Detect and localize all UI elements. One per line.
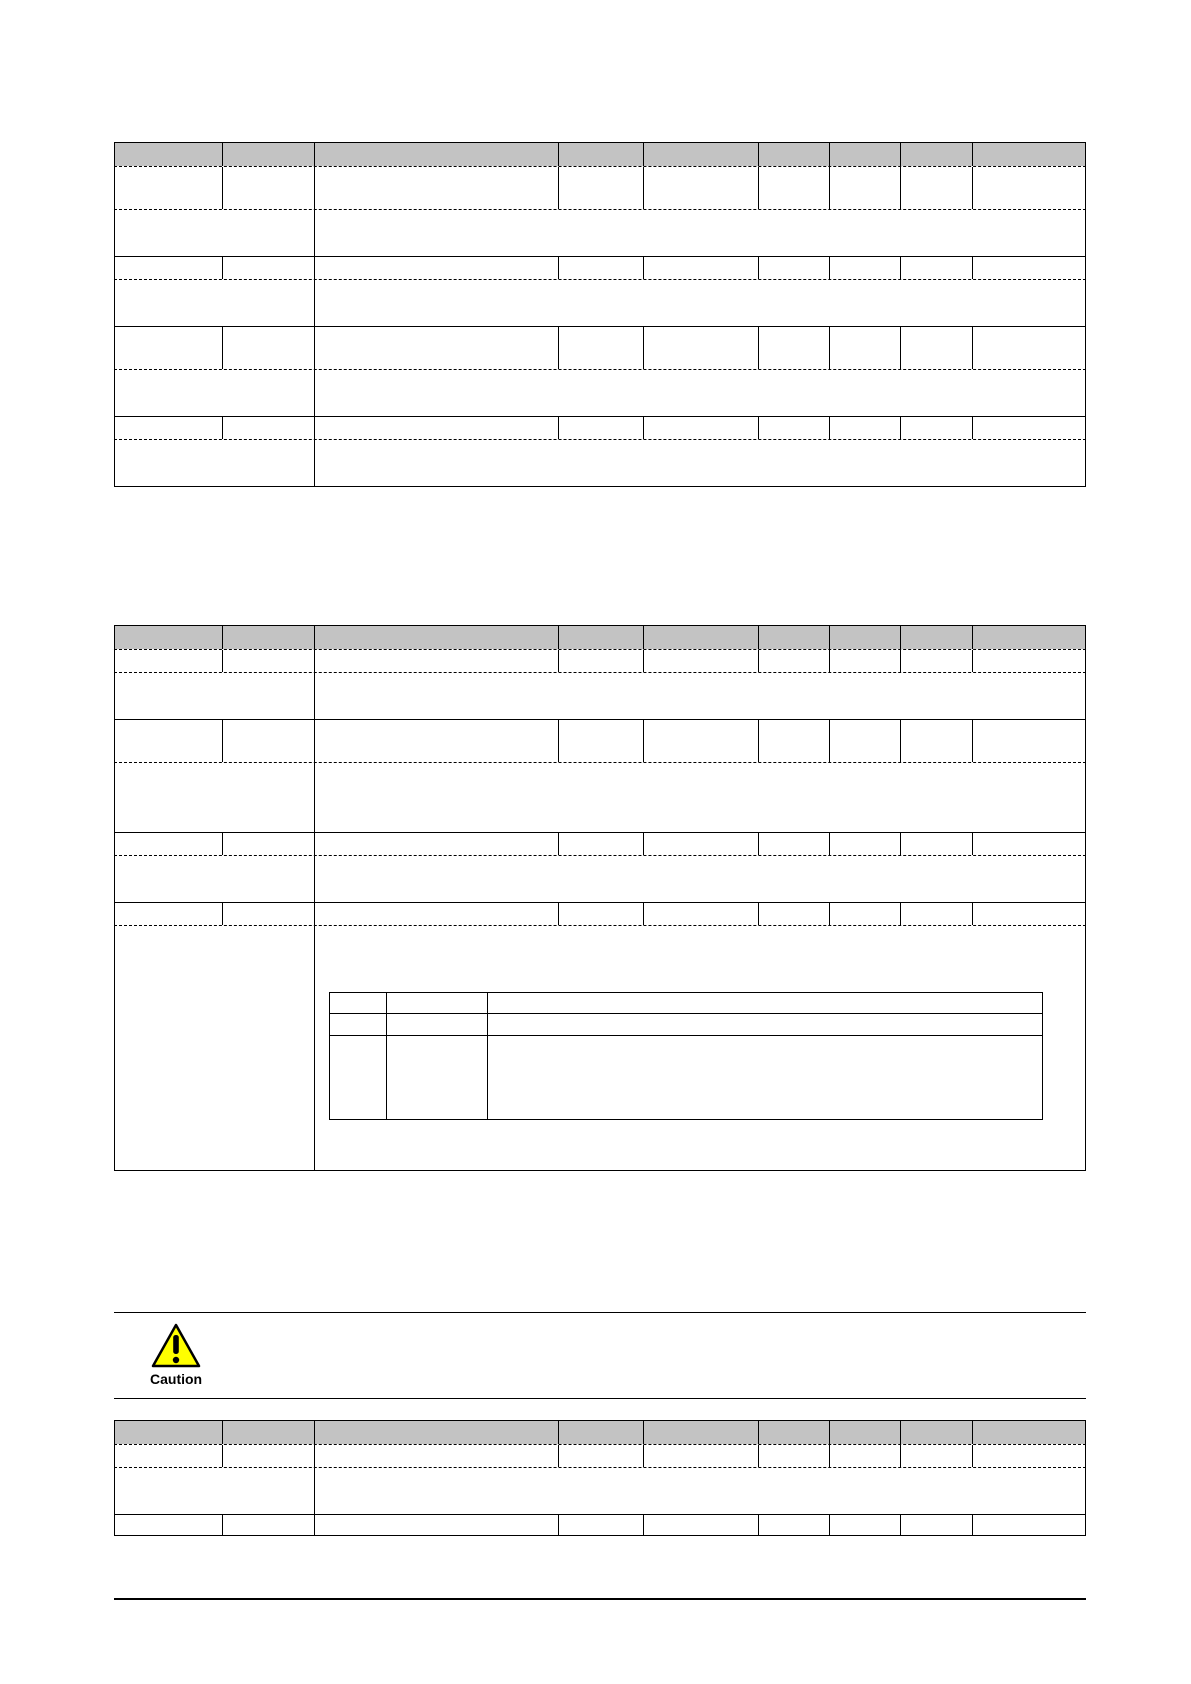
warning-triangle-icon	[150, 1322, 202, 1370]
parameter-table-3	[114, 1420, 1086, 1536]
description-row-with-subtable	[114, 925, 1086, 1171]
parameter-row	[114, 326, 1086, 369]
parameter-table-2	[114, 625, 1086, 1171]
parameter-row	[114, 832, 1086, 855]
description-row	[114, 672, 1086, 719]
parameter-row	[114, 649, 1086, 672]
parameter-row	[114, 1514, 1086, 1536]
parameter-table-1	[114, 142, 1086, 487]
parameter-row	[114, 902, 1086, 925]
value-subtable	[329, 992, 1043, 1120]
subtable-row	[330, 1013, 1042, 1014]
description-row	[114, 439, 1086, 487]
description-row	[114, 279, 1086, 326]
description-row	[114, 209, 1086, 256]
table-header-row	[114, 625, 1086, 649]
caution-box	[114, 1312, 1086, 1399]
description-row	[114, 762, 1086, 832]
description-row	[114, 855, 1086, 902]
description-row	[114, 369, 1086, 416]
parameter-row	[114, 256, 1086, 279]
parameter-row	[114, 416, 1086, 439]
table-header-row	[114, 1420, 1086, 1444]
caution-label: Caution	[150, 1371, 203, 1387]
subtable-row	[330, 1035, 1042, 1036]
description-row	[114, 1467, 1086, 1514]
parameter-row	[114, 1444, 1086, 1467]
parameter-row	[114, 719, 1086, 762]
parameter-row	[114, 166, 1086, 209]
table-header-row	[114, 142, 1086, 166]
footer-rule	[114, 1598, 1086, 1600]
